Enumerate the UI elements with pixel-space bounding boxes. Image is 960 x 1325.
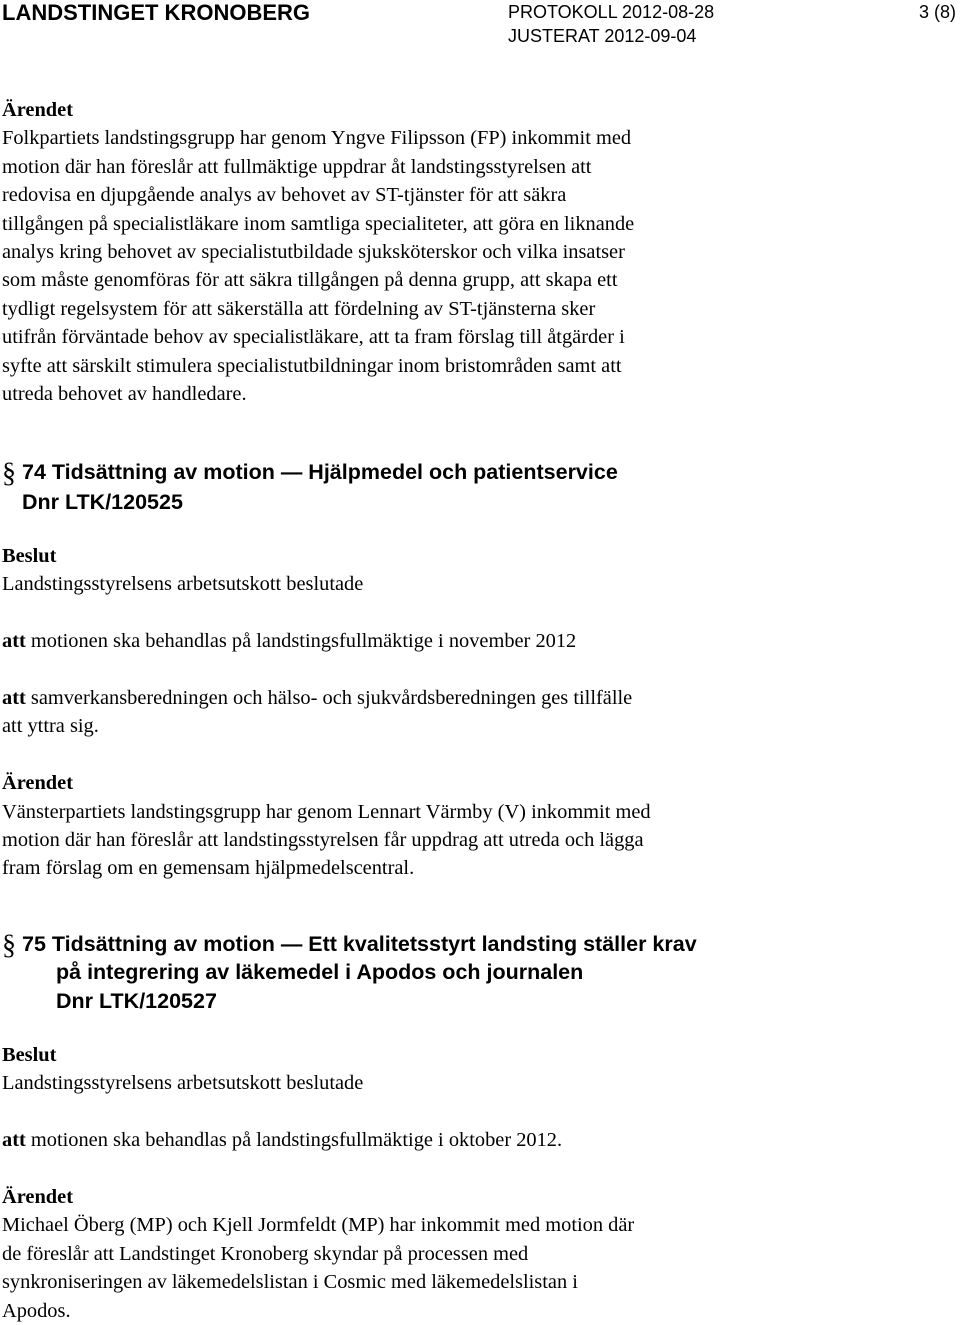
spacer	[2, 599, 952, 627]
intro-section	[2, 96, 952, 408]
paragraph-line: tydligt regelsystem för att säkerställa att fördelning av ST-tjänsterna sker	[2, 297, 596, 320]
paragraph-line: analys kring behovet av specialistutbildade sjuksköterskor och vilka insatser	[2, 241, 625, 264]
section-label: Ärendet	[2, 1186, 73, 1208]
paragraph-line: som måste genomföras för att säkra tillgången på denna grupp, att skapa ett	[2, 269, 618, 292]
decision-att: att	[2, 630, 26, 653]
decision-text: samverkansberedningen och hälso- och sjukvårdsberedningen ges tillfälle	[30, 687, 633, 709]
paragraph-line: Vänsterpartiets landstingsgrupp har genom Lennart Värmby (V) inkommit med	[2, 800, 651, 823]
section-heading-74	[2, 458, 952, 518]
page-header	[0, 0, 960, 50]
paragraph-line: tillgången på specialistläkare inom samtliga specialiteter, att göra en liknande	[2, 212, 635, 235]
page-number: 3 (8)	[918, 2, 956, 22]
paragraph-line: fram förslag om en gemensam hjälpmedelscentral.	[2, 857, 415, 880]
protocol-date: PROTOKOLL 2012-08-28	[508, 2, 715, 22]
paragraph-line: syfte att särskilt stimulera specialistutbildningar inom bristområden samt att	[2, 354, 622, 377]
section-title: 74 Tidsättning av motion — Hjälpmedel och patientservice	[22, 460, 618, 484]
decision-item	[2, 627, 952, 655]
paragraph-line: synkroniseringen av läkemedelslistan i Cosmic med läkemedelslistan i	[2, 1271, 578, 1294]
decision-att: att	[2, 1129, 26, 1152]
paragraph-sign: §	[2, 930, 16, 961]
paragraph-sign: §	[2, 458, 16, 489]
paragraph-line: motion där han föreslår att landstingsstyrelsen får uppdrag att utreda och lägga	[2, 829, 644, 852]
paragraph-line: Folkpartiets landstingsgrupp har genom Yngve Filipsson (FP) inkommit med	[2, 127, 632, 150]
section-heading-75	[2, 930, 952, 1020]
decision-item	[2, 684, 952, 712]
decision-text-cont: att yttra sig.	[2, 715, 99, 738]
adjusted-date: JUSTERAT 2012-09-04	[508, 26, 697, 46]
paragraph-line: redovisa en djupgående analys av behovet av ST-tjänster för att säkra	[2, 184, 567, 207]
decision-text: motionen ska behandlas på landstingsfullmäktige i november 2012	[30, 630, 577, 653]
paragraph-line: utreda behovet av handledare.	[2, 383, 247, 406]
decision-att: att	[2, 687, 26, 709]
paragraph-line: utifrån förväntade behov av specialistläkare, att ta fram förslag till åtgärder i	[2, 326, 625, 349]
diary-number: Dnr LTK/120527	[56, 989, 217, 1013]
spacer	[2, 1155, 952, 1183]
section-74-body	[2, 542, 952, 883]
spacer	[2, 1098, 952, 1126]
paragraph-line: de föreslår att Landstinget Kronoberg skyndar på processen med	[2, 1242, 529, 1265]
decision-item	[2, 1126, 952, 1154]
paragraph-line: Michael Öberg (MP) och Kjell Jormfeldt (MP) har inkommit med motion där	[2, 1214, 635, 1237]
paragraph-line: Apodos.	[2, 1299, 71, 1322]
section-label: Ärendet	[2, 772, 73, 795]
paragraph-line: motion där han föreslår att fullmäktige uppdrar åt landstingsstyrelsen att	[2, 155, 592, 178]
decision-label: Beslut	[2, 1044, 57, 1066]
diary-number: Dnr LTK/120525	[22, 490, 183, 514]
organization-name: LANDSTINGET KRONOBERG	[2, 0, 310, 25]
decision-intro: Landstingsstyrelsens arbetsutskott beslutade	[2, 573, 364, 596]
section-75-body	[2, 1041, 952, 1325]
spacer	[2, 656, 952, 684]
section-title: 75 Tidsättning av motion — Ett kvalitetsstyrt landsting ställer krav	[22, 932, 697, 956]
decision-intro: Landstingsstyrelsens arbetsutskott beslutade	[2, 1072, 364, 1095]
section-title-cont: på integrering av läkemedel i Apodos och journalen	[56, 960, 584, 984]
section-label: Ärendet	[2, 99, 73, 121]
decision-text: motionen ska behandlas på landstingsfullmäktige i oktober 2012.	[30, 1129, 563, 1152]
spacer	[2, 741, 952, 769]
decision-label: Beslut	[2, 545, 57, 567]
